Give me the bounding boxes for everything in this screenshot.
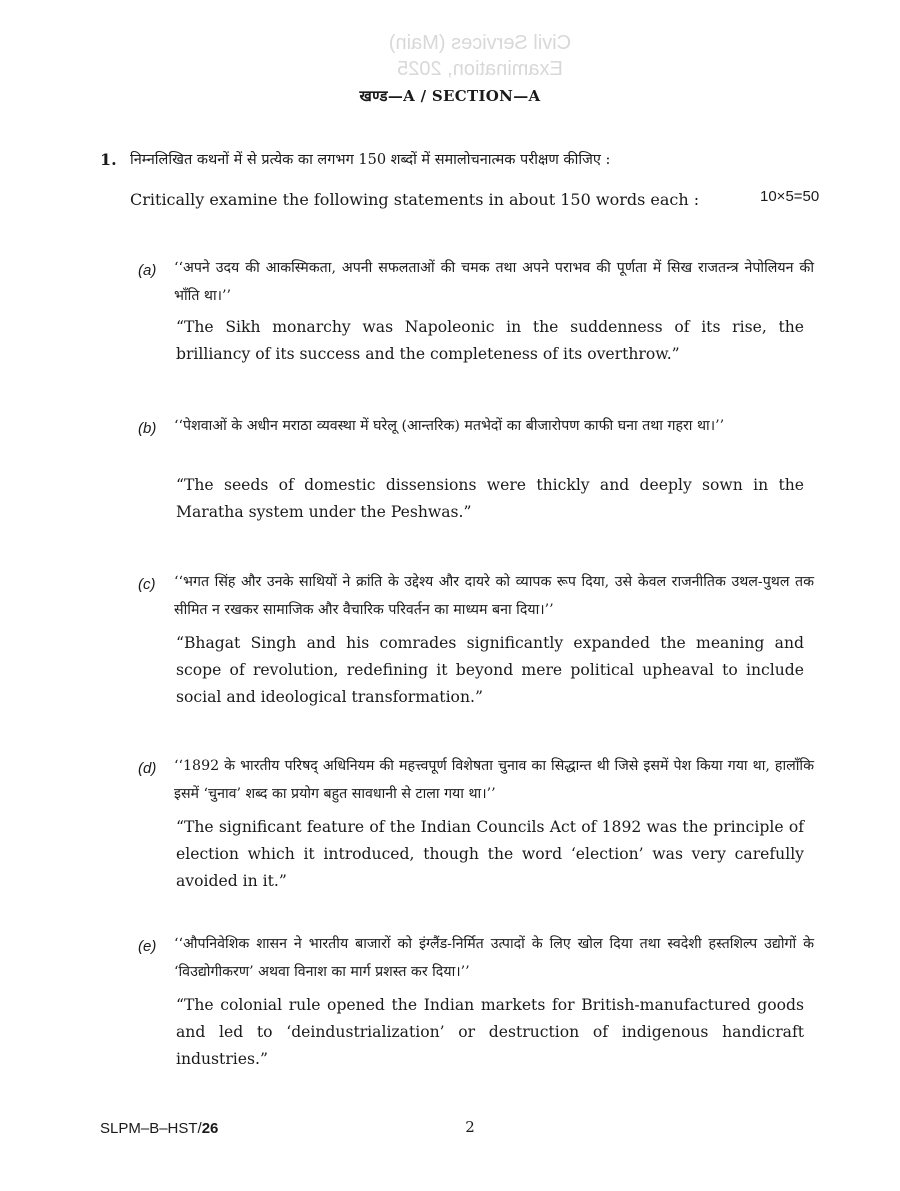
statement-english: “The seeds of domestic dissensions were thickly and deeply sown in the Maratha system under the Peshwas.” xyxy=(176,476,804,521)
section-heading: खण्ड—A / SECTION—A xyxy=(359,87,541,105)
statement-english: “The significant feature of the Indian Councils Act of 1892 was the principle of election which it introduced, though the word ‘election’ was very carefully avoided in it.” xyxy=(176,818,804,890)
statement-letter: (c) xyxy=(138,576,156,593)
statement-letter: (a) xyxy=(138,262,157,279)
question-number: 1. xyxy=(100,150,117,169)
statement-english: “Bhagat Singh and his comrades significantly expanded the meaning and scope of revolution, redefining it beyond mere political upheaval to include social and ideological transformation.” xyxy=(176,634,804,706)
question-instruction-hindi: निम्नलिखित कथनों में से प्रत्येक का लगभग 150 शब्दों में समालोचनात्मक परीक्षण कीजिए : xyxy=(130,152,611,168)
page-number: 2 xyxy=(465,1118,475,1136)
watermark-line-2: Examination, 2025 xyxy=(397,58,563,80)
statement-letter: (b) xyxy=(138,420,157,437)
statement-letter: (d) xyxy=(138,760,157,777)
statement-hindi: ‘‘अपने उदय की आकस्मिकता, अपनी सफलताओं की चमक तथा अपने पराभव की पूर्णता में सिख राजतन्त्र नेपोलियन की भाँति था।’’ xyxy=(174,260,814,304)
statement-hindi: ‘‘पेशवाओं के अधीन मराठा व्यवस्था में घरेलू (आन्तरिक) मतभेदों का बीजारोपण काफी घना तथा गहरा था।’’ xyxy=(174,418,725,434)
statement-letter: (e) xyxy=(138,938,157,955)
paper-code-prefix: SLPM–B–HST/ xyxy=(100,1120,202,1137)
statement-english: “The Sikh monarchy was Napoleonic in the suddenness of its rise, the brilliancy of its success and the completeness of its overthrow.” xyxy=(176,318,804,363)
watermark xyxy=(380,30,580,82)
statement-hindi: ‘‘भगत सिंह और उनके साथियों ने क्रांति के उद्देश्य और दायरे को व्यापक रूप दिया, उसे केवल राजनीतिक उथल-पुथल तक सीमित न रखकर सामाजिक और वैचारिक परिवर्तन का माध्यम बना दिया।’’ xyxy=(174,574,814,618)
marks-allocation: 10×5=50 xyxy=(760,188,820,205)
statement-english: “The colonial rule opened the Indian markets for British-manufactured goods and led to ‘deindustrialization’ or destruction of indigenous handicraft industries.” xyxy=(176,996,804,1068)
watermark-line-1: Civil Services (Main) xyxy=(388,32,572,54)
paper-code-suffix: 26 xyxy=(201,1120,219,1137)
statement-hindi: ‘‘औपनिवेशिक शासन ने भारतीय बाजारों को इंग्लैंड-निर्मित उत्पादों के लिए खोल दिया तथा स्वदेशी हस्तशिल्प उद्योगों के ‘विउद्योगीकरण’ अथवा विनाश का मार्ग प्रशस्त कर दिया।’’ xyxy=(174,936,814,980)
question-instruction-english: Critically examine the following statements in about 150 words each : xyxy=(130,190,700,209)
statement-hindi: ‘‘1892 के भारतीय परिषद् अधिनियम की महत्त्वपूर्ण विशेषता चुनाव का सिद्धान्त थी जिसे इसमें पेश किया गया था, हालाँकि इसमें ‘चुनाव’ शब्द का प्रयोग बहुत सावधानी से टाला गया था।’’ xyxy=(174,758,814,802)
